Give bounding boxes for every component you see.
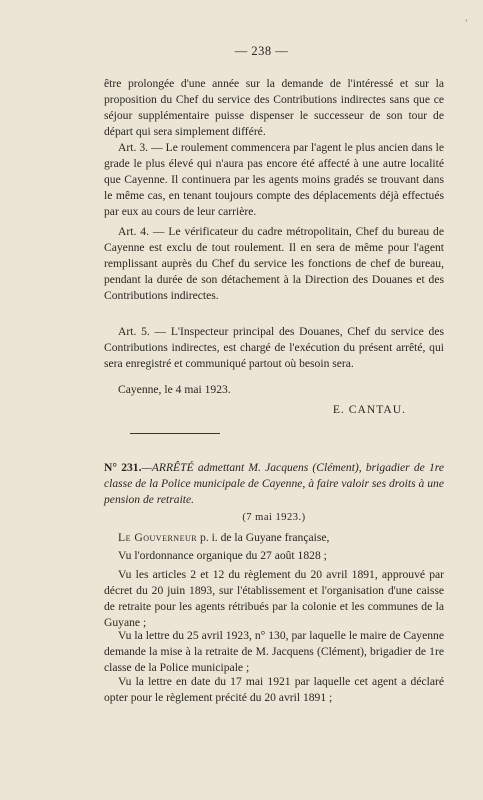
arrete-date-text: (7 mai 1923.) bbox=[242, 512, 306, 523]
governor-title: Le Gouverneur bbox=[118, 531, 198, 544]
article-5 bbox=[104, 324, 444, 372]
considerant-1 bbox=[104, 548, 444, 564]
arrete-number: N° 231. bbox=[104, 461, 142, 474]
continuation-paragraph bbox=[104, 76, 444, 140]
arrete-date bbox=[104, 510, 444, 526]
arrete-title bbox=[104, 460, 444, 508]
considerant-4 bbox=[104, 674, 444, 706]
considerant-2 bbox=[104, 567, 444, 631]
governor-rest: p. i. de la Guyane française, bbox=[197, 531, 330, 544]
signature-block bbox=[104, 402, 444, 418]
arrete-title-text: —ARRÊTÉ admettant M. Jacquens (Clément), brigadier de 1re classe de la Police municipale de Cayenne, à faire valoir ses droits à une pension de retraite. bbox=[104, 461, 444, 506]
corner-mark: ' bbox=[465, 18, 467, 28]
article-5-text: Art. 5. — L'Inspecteur principal des Douanes, Chef du service des Contributions indirectes, est chargé de l'exécution du présent arrêté, qui sera enregistré et communiqué partout où besoin sera. bbox=[104, 325, 444, 370]
governor-text bbox=[104, 530, 444, 546]
place-date bbox=[104, 382, 444, 398]
place-date-text: Cayenne, le 4 mai 1923. bbox=[118, 383, 231, 396]
page-number: — 238 — bbox=[234, 44, 289, 58]
arrete-heading bbox=[104, 460, 444, 508]
section-divider bbox=[130, 433, 220, 434]
signature-text: E. CANTAU. bbox=[332, 403, 406, 416]
considerant-2-text: Vu les articles 2 et 12 du règlement du 20 avril 1891, approuvé par décret du 20 juin 1893, sur l'établissement et l'organisation d'une caisse de retraite pour les agents rétribués par la colonie et les communes de la Guyane ; bbox=[104, 568, 444, 629]
article-4-text: Art. 4. — Le vérificateur du cadre métropolitain, Chef du bureau de Cayenne est exclu de tout roulement. Il en sera de même pour l'agent remplissant auprès du Chef du service les fonctions de chef de bureau, pendant la durée de son détachement à la Direction des Douanes et des Contributions indirectes. bbox=[104, 225, 444, 302]
article-4 bbox=[104, 224, 444, 304]
governor-line bbox=[104, 530, 444, 546]
considerant-4-text: Vu la lettre en date du 17 mai 1921 par laquelle cet agent a déclaré opter pour le règlement précité du 20 avril 1891 ; bbox=[104, 675, 444, 704]
considerant-3-text: Vu la lettre du 25 avril 1923, n° 130, par laquelle le maire de Cayenne demande la mise à la retraite de M. Jacquens (Clément), brigadier de 1re classe de la Police municipale ; bbox=[104, 629, 444, 674]
continuation-text: être prolongée d'une année sur la demande de l'intéressé et sur la proposition du Chef du service des Contributions indirectes sans que ce séjour supplémentaire puisse dispenser le successeur de son tour de départ qui sera simplement différé. bbox=[104, 77, 444, 138]
article-3-text: Art. 3. — Le roulement commencera par l'agent le plus ancien dans le grade le plus élevé qui n'aura pas encore été affecté à une autre localité que Cayenne. Il continuera par les agents moins gradés se trouvant dans le même cas, en tenant toujours compte des déplacements déjà effectués par eux au cours de leur carrière. bbox=[104, 141, 444, 218]
considerant-3 bbox=[104, 628, 444, 676]
article-3 bbox=[104, 140, 444, 220]
considerant-1-text: Vu l'ordonnance organique du 27 août 1828 ; bbox=[118, 549, 327, 562]
